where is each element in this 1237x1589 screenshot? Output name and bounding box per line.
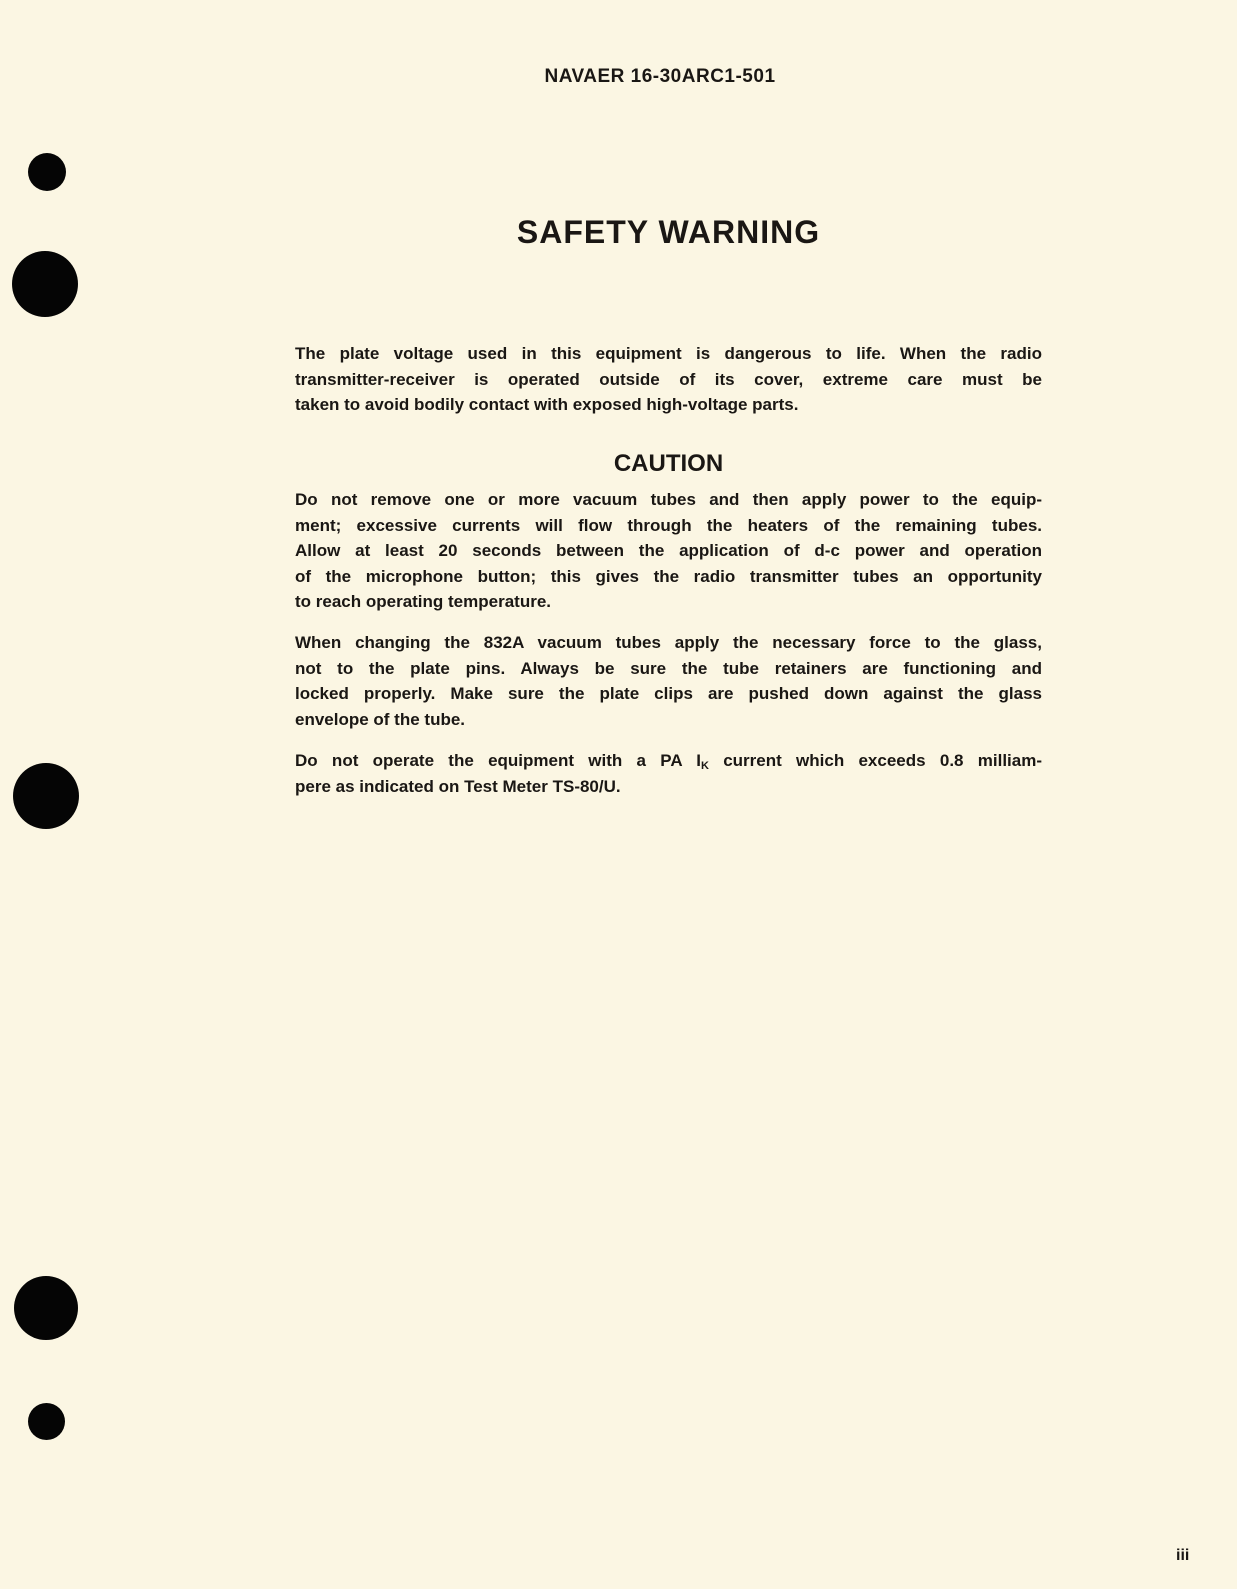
text-segment: current which exceeds 0.8 milliam- [708,751,1042,770]
text-line: pere as indicated on Test Meter TS-80/U. [295,776,621,796]
text-line: ment; excessive currents will flow through the heaters of the remaining tubes. [295,515,1042,535]
page-title: SAFETY WARNING [516,214,821,250]
text-line: When changing the 832A vacuum tubes apply the necessary force to the glass, [295,633,1042,652]
text-line: Allow at least 20 seconds between the application of d-c power and operation [295,541,1042,560]
text-line: to reach operating temperature. [295,592,552,611]
caution-paragraph-1 [295,487,1042,615]
page-number: iii [1176,1547,1190,1564]
text-line: Do not remove one or more vacuum tubes and then apply power to the equip- [295,490,1042,509]
document-number-header: NAVAER 16-30ARC1-501 [544,66,776,87]
text-line: transmitter-receiver is operated outside of its cover, extreme care must be [295,369,1042,389]
binder-hole [28,1403,65,1440]
text-line: The plate voltage used in this equipment is dangerous to life. When the radio [295,344,1042,363]
binder-hole [12,251,78,317]
subscript: K [700,760,709,772]
text-line: not to the plate pins. Always be sure the tube retainers are functioning and [295,658,1042,678]
text-line: locked properly. Make sure the plate clips are pushed down against the glass [295,684,1042,703]
text-line: envelope of the tube. [295,709,466,729]
warning-paragraph [295,341,1042,418]
text-segment: Do not operate the equipment with a PA I [295,751,701,770]
text-line [295,748,1042,774]
binder-hole [28,153,66,191]
caution-paragraph-2 [295,630,1042,732]
caution-paragraph-3 [295,748,1042,799]
caution-heading: CAUTION [613,450,724,477]
text-line: taken to avoid bodily contact with exposed high-voltage parts. [295,395,799,414]
text-line: of the microphone button; this gives the radio transmitter tubes an opportunity [295,566,1042,586]
binder-hole [14,1276,78,1340]
binder-hole [13,763,79,829]
